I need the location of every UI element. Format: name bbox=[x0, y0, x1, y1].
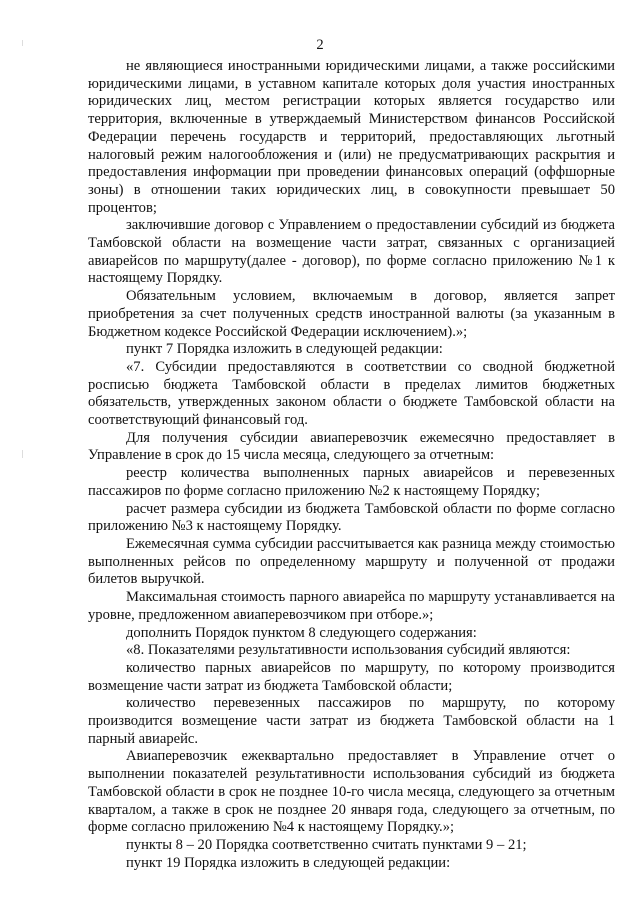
paragraph-passengers-count: количество перевезенных пассажиров по маршруту, по которому производится возмещение части затрат из бюджета Тамбовской области на 1 парный авиарейс. bbox=[88, 695, 615, 747]
paragraph-calculation: расчет размера субсидии из бюджета Тамбовской области по форме согласно приложению №3 к настоящему Порядку. bbox=[88, 500, 615, 535]
paragraph-mandatory-condition: Обязательным условием, включаемым в договор, является запрет приобретения за счет полученных средств иностранной валюты (за указанным в Бюджетном кодексе Российской Федерации исключением).»; bbox=[88, 288, 615, 340]
paragraph-amend-item-7: пункт 7 Порядка изложить в следующей редакции: bbox=[126, 341, 443, 358]
paragraph-item-8: «8. Показателями результативности использования субсидий являются: bbox=[126, 642, 571, 659]
page-number: 2 bbox=[316, 37, 324, 53]
paragraph-registry: реестр количества выполненных парных авиарейсов и перевезенных пассажиров по форме согласно приложению №2 к настоящему Порядку; bbox=[88, 465, 615, 499]
paragraph-foreign-entities: не являющиеся иностранными юридическими лицами, а также российскими юридическими лицами, в уставном капитале которых доля участия иностранных юридических лиц, местом регистрации которых является государство или территория, включенные в утверждаемый Министерством финансов Российской Федерации перечень государств и территорий, предоставляющих льготный налоговый режим налогообложения и (или) не предусматривающих раскрытия и предоставления информации при проведении финансовых операций (оффшорные зоны) в отношении таких юридических лиц, в совокупности превышает 50 процентов; bbox=[88, 58, 615, 216]
paragraph-contract-condition: заключившие договор с Управлением о предоставлении субсидий из бюджета Тамбовской области на возмещение части затрат, связанных с организацией авиарейсов по маршруту(далее - договор), по форме согласно приложению №1 к настоящему Порядку. bbox=[88, 217, 615, 287]
paragraph-renumbering: пункты 8 – 20 Порядка соответственно считать пунктами 9 – 21; bbox=[126, 836, 527, 853]
paragraph-amend-item-19: пункт 19 Порядка изложить в следующей редакции: bbox=[126, 854, 451, 871]
paragraph-flights-count: количество парных авиарейсов по маршруту, по которому производится возмещение части затрат из бюджета Тамбовской области; bbox=[88, 659, 615, 694]
paragraph-max-cost: Максимальная стоимость парного авиарейса по маршруту устанавливается на уровне, предложенном авиаперевозчиком при отборе.»; bbox=[88, 589, 615, 623]
paragraph-monthly-submission: Для получения субсидии авиаперевозчик ежемесячно предоставляет в Управление в срок до 15 числа месяца, следующего за отчетным: bbox=[88, 429, 615, 464]
paragraph-quarterly-report: Авиаперевозчик ежеквартально предоставляет в Управление отчет о выполнении показателей результативности использования субсидий из бюджета Тамбовской области в срок не позднее 10-го числа месяца, следующего за отчетным кварталом, а также в срок не позднее 20 января года, следующего за отчетным, по форме согласно приложению №4 к настоящему Порядку.»; bbox=[88, 748, 615, 836]
document-body bbox=[88, 58, 615, 872]
paragraph-monthly-amount: Ежемесячная сумма субсидии рассчитывается как разница между стоимостью выполненных рейсов по определенному маршруту и полученной от продажи билетов выручкой. bbox=[88, 535, 615, 588]
paragraph-add-item-8: дополнить Порядок пунктом 8 следующего содержания: bbox=[126, 624, 477, 641]
scan-edge-mark bbox=[22, 450, 23, 458]
paragraph-item-7: «7. Субсидии предоставляются в соответствии со сводной бюджетной росписью бюджета Тамбовской области в пределах лимитов бюджетных обязательств, утвержденных законом области о бюджете Тамбовской области на соответствующий финансовый год. bbox=[88, 358, 615, 429]
